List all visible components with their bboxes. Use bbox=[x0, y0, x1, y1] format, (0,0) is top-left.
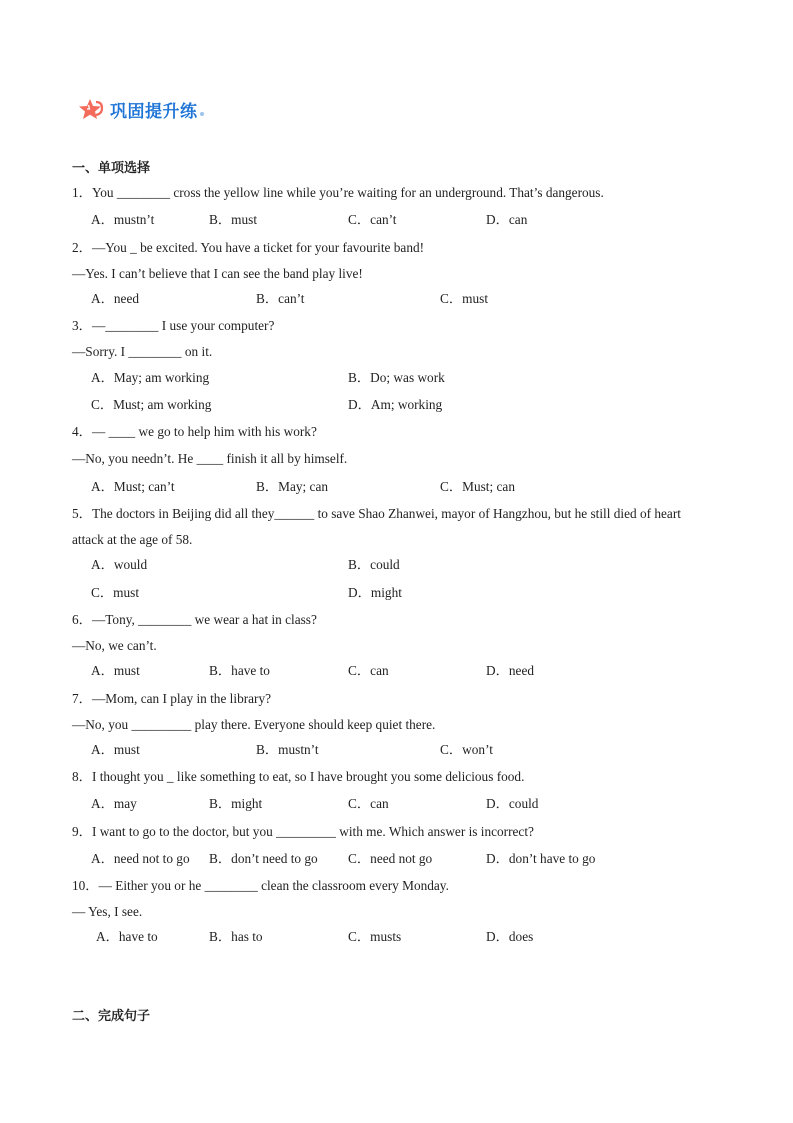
question-3-line-2: —Sorry. I ________ on it. bbox=[72, 344, 213, 359]
question-5-line-1: 5．The doctors in Beijing did all they______ to save Shao Zhanwei, mayor of Hangzhou, but he still died of heart bbox=[72, 506, 681, 521]
question-7-option-b: B．mustn’t bbox=[256, 742, 319, 757]
header-title: 巩固提升练 bbox=[110, 101, 198, 122]
question-5-option-a: A．would bbox=[91, 557, 148, 572]
question-1-option-b: B．must bbox=[209, 212, 258, 227]
question-7-line-2: —No, you _________ play there. Everyone should keep quiet there. bbox=[72, 717, 436, 732]
question-6-option-a: A．must bbox=[91, 663, 140, 678]
question-8-option-a: A．may bbox=[91, 796, 137, 811]
question-1-line-1: 1．You ________ cross the yellow line while you’re waiting for an underground. That’s dangerous. bbox=[72, 185, 604, 200]
question-7-option-c: C．won’t bbox=[440, 742, 493, 757]
question-3-option-b: B．Do; was work bbox=[348, 370, 445, 385]
question-3-option-d: D．Am; working bbox=[348, 397, 443, 412]
question-3-option-c: C．Must; am working bbox=[91, 397, 212, 412]
question-10-line-2: — Yes, I see. bbox=[72, 904, 143, 919]
question-4-option-a: A．Must; can’t bbox=[91, 479, 175, 494]
question-8-option-b: B．might bbox=[209, 796, 263, 811]
section-header bbox=[76, 96, 204, 122]
question-1-option-c: C．can’t bbox=[348, 212, 397, 227]
question-7-option-a: A．must bbox=[91, 742, 140, 757]
section-title-single-choice: 一、单项选择 bbox=[72, 161, 151, 176]
question-4-option-c: C．Must; can bbox=[440, 479, 515, 494]
question-6-line-2: —No, we can’t. bbox=[72, 638, 157, 653]
question-2-line-1: 2．—You _ be excited. You have a ticket for your favourite band! bbox=[72, 240, 425, 255]
star-badge-icon bbox=[76, 98, 104, 120]
question-9-option-b: B．don’t need to go bbox=[209, 851, 318, 866]
question-2-option-b: B．can’t bbox=[256, 291, 305, 306]
question-10-line-1: 10．— Either you or he ________ clean the classroom every Monday. bbox=[72, 878, 449, 893]
question-10-option-a: A．have to bbox=[96, 929, 158, 944]
question-2-option-a: A．need bbox=[91, 291, 139, 306]
question-4-option-b: B．May; can bbox=[256, 479, 329, 494]
question-10-option-d: D．does bbox=[486, 929, 534, 944]
question-9-line-1: 9．I want to go to the doctor, but you _________ with me. Which answer is incorrect? bbox=[72, 824, 534, 839]
question-6-line-1: 6．—Tony, ________ we wear a hat in class? bbox=[72, 612, 317, 627]
question-9-option-c: C．need not go bbox=[348, 851, 433, 866]
question-8-option-c: C．can bbox=[348, 796, 389, 811]
header-dot bbox=[200, 112, 204, 116]
question-6-option-b: B．have to bbox=[209, 663, 270, 678]
question-4-line-2: —No, you needn’t. He ____ finish it all by himself. bbox=[72, 451, 348, 466]
question-5-line-2: attack at the age of 58. bbox=[72, 532, 193, 547]
question-10-option-b: B．has to bbox=[209, 929, 263, 944]
question-5-option-b: B．could bbox=[348, 557, 400, 572]
question-7-line-1: 7．—Mom, can I play in the library? bbox=[72, 691, 272, 706]
question-1-option-a: A．mustn’t bbox=[91, 212, 155, 227]
question-2-line-2: —Yes. I can’t believe that I can see the band play live! bbox=[72, 266, 363, 281]
question-8-option-d: D．could bbox=[486, 796, 539, 811]
question-6-option-c: C．can bbox=[348, 663, 389, 678]
question-3-line-1: 3．—________ I use your computer? bbox=[72, 318, 275, 333]
question-8-line-1: 8．I thought you _ like something to eat, so I have brought you some delicious food. bbox=[72, 769, 525, 784]
question-3-option-a: A．May; am working bbox=[91, 370, 210, 385]
question-4-line-1: 4．— ____ we go to help him with his work? bbox=[72, 424, 317, 439]
question-6-option-d: D．need bbox=[486, 663, 534, 678]
question-9-option-a: A．need not to go bbox=[91, 851, 190, 866]
question-5-option-d: D．might bbox=[348, 585, 402, 600]
question-10-option-c: C．musts bbox=[348, 929, 402, 944]
section-title-complete-sentences: 二、完成句子 bbox=[72, 1009, 151, 1024]
question-2-option-c: C．must bbox=[440, 291, 489, 306]
question-1-option-d: D．can bbox=[486, 212, 528, 227]
question-5-option-c: C．must bbox=[91, 585, 140, 600]
question-9-option-d: D．don’t have to go bbox=[486, 851, 596, 866]
